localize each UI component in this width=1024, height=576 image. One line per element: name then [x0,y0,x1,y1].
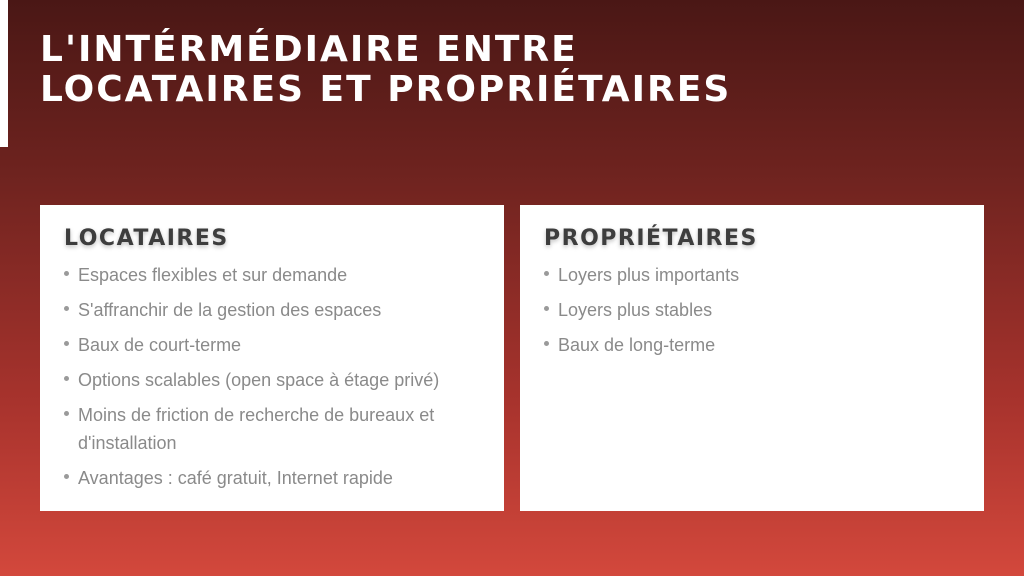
tenants-card [40,205,504,511]
tenants-list-item: Avantages : café gratuit, Internet rapide [64,464,480,492]
owners-heading: PROPRIÉTAIRES [544,226,758,251]
tenants-list [64,261,480,492]
owners-list [544,261,960,359]
slide-title-line-2: LOCATAIRES ET PROPRIÉTAIRES [40,69,732,110]
tenants-list-item: Moins de friction de recherche de bureaux et d'installation [64,401,480,457]
owners-list-item: Baux de long-terme [544,331,960,359]
tenants-heading: LOCATAIRES [64,226,229,251]
tenants-list-item: Baux de court-terme [64,331,480,359]
tenants-list-item: Options scalables (open space à étage privé) [64,366,480,394]
title-accent-bar [0,0,8,147]
slide-title-line-1: L'INTÉRMÉDIAIRE ENTRE [40,29,578,70]
owners-list-item: Loyers plus stables [544,296,960,324]
tenants-list-item: S'affranchir de la gestion des espaces [64,296,480,324]
owners-list-item: Loyers plus importants [544,261,960,289]
owners-card [520,205,984,511]
slide-title [40,30,940,110]
tenants-list-item: Espaces flexibles et sur demande [64,261,480,289]
